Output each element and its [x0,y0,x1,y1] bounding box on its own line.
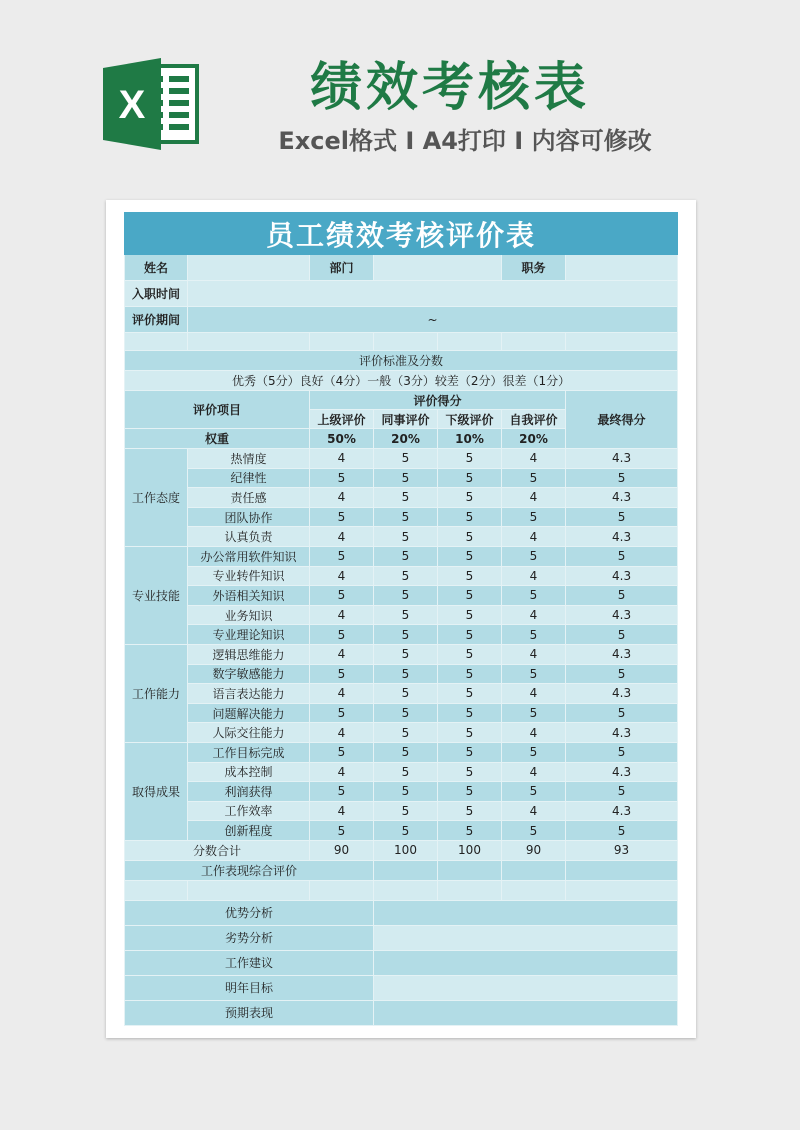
blank-cell[interactable] [125,880,188,900]
item-name: 创新程度 [188,821,310,841]
score-cell[interactable]: 5 [374,488,438,508]
final-score-cell: 5 [566,507,678,527]
overall-value-cell[interactable] [502,860,566,880]
blank-cell[interactable] [374,880,438,900]
score-cell[interactable]: 5 [310,468,374,488]
score-row [125,546,678,566]
final-header: 最终得分 [566,391,678,449]
score-cell[interactable]: 4 [502,801,566,821]
score-row [125,782,678,802]
excel-logo-letter: X [118,83,146,127]
score-cell[interactable]: 5 [374,703,438,723]
item-name: 认真负责 [188,527,310,547]
final-score-cell: 5 [566,586,678,606]
name-value-cell[interactable] [188,255,310,281]
score-row [125,821,678,841]
table-body [125,213,678,1026]
period-label: 评价期间 [125,307,188,333]
score-cell[interactable]: 5 [310,507,374,527]
blank-row [125,880,678,900]
score-cell[interactable]: 4 [502,527,566,547]
score-cell[interactable]: 5 [374,527,438,547]
score-cell[interactable]: 5 [438,507,502,527]
score-cell[interactable]: 5 [502,703,566,723]
score-cell[interactable]: 5 [502,664,566,684]
score-cell[interactable]: 5 [310,586,374,606]
score-cell[interactable]: 5 [374,821,438,841]
analysis-label: 劣势分析 [125,925,374,950]
score-cell[interactable]: 5 [502,742,566,762]
score-cell[interactable]: 5 [374,605,438,625]
item-name: 业务知识 [188,605,310,625]
blank-cell[interactable] [566,880,678,900]
score-cell[interactable]: 5 [374,762,438,782]
sheet-title: 员工绩效考核评价表 [125,213,678,255]
analysis-row [125,950,678,975]
evaluator-label: 自我评价 [502,410,566,429]
item-name: 数字敏感能力 [188,664,310,684]
score-cell[interactable]: 5 [374,723,438,743]
weight-value: 10% [438,429,502,449]
score-cell[interactable]: 5 [438,782,502,802]
score-cell[interactable]: 5 [374,468,438,488]
score-cell[interactable]: 5 [438,625,502,645]
analysis-label: 明年目标 [125,975,374,1000]
final-score-cell: 5 [566,782,678,802]
score-row [125,762,678,782]
position-value-cell[interactable] [566,255,678,281]
item-name: 工作效率 [188,801,310,821]
score-cell[interactable]: 5 [438,586,502,606]
score-cell[interactable]: 5 [438,801,502,821]
final-score-cell: 5 [566,664,678,684]
entry-value-cell[interactable] [188,281,678,307]
overall-value-cell[interactable] [374,860,438,880]
analysis-row [125,1000,678,1025]
score-cell[interactable]: 4 [502,566,566,586]
analysis-row [125,925,678,950]
group-label: 取得成果 [125,742,188,840]
score-cell[interactable]: 5 [438,468,502,488]
group-label: 工作态度 [125,449,188,547]
final-score-cell: 4.3 [566,644,678,664]
item-name: 语言表达能力 [188,684,310,704]
analysis-row [125,975,678,1000]
score-cell[interactable]: 5 [438,821,502,841]
analysis-value-cell[interactable] [374,975,678,1000]
item-name: 外语相关知识 [188,586,310,606]
entry-label: 入职时间 [125,281,188,307]
score-cell[interactable]: 5 [438,488,502,508]
score-row [125,488,678,508]
score-cell[interactable]: 4 [502,488,566,508]
final-score-cell: 5 [566,625,678,645]
item-name: 责任感 [188,488,310,508]
score-row [125,449,678,469]
blank-cell[interactable] [188,880,310,900]
score-row [125,703,678,723]
score-cell[interactable]: 5 [374,782,438,802]
item-name: 热情度 [188,449,310,469]
score-cell[interactable]: 5 [502,468,566,488]
item-name: 专业理论知识 [188,625,310,645]
score-row [125,644,678,664]
score-cell[interactable]: 5 [310,664,374,684]
page-header [0,0,800,190]
final-score-cell: 4.3 [566,566,678,586]
analysis-label: 优势分析 [125,900,374,925]
score-cell[interactable]: 5 [374,664,438,684]
score-cell[interactable]: 4 [502,723,566,743]
standard-title: 评价标准及分数 [125,351,678,371]
standard-title-row [125,351,678,371]
score-cell[interactable]: 5 [502,625,566,645]
final-score-cell: 5 [566,821,678,841]
score-cell[interactable]: 5 [374,625,438,645]
score-row [125,801,678,821]
score-cell[interactable]: 5 [374,644,438,664]
score-cell[interactable]: 4 [502,449,566,469]
info-row-name [125,255,678,281]
score-cell[interactable]: 5 [310,546,374,566]
weight-value: 20% [374,429,438,449]
overall-value-cell[interactable] [438,860,502,880]
spacer-row [125,333,678,351]
info-row-entry [125,281,678,307]
score-row [125,684,678,704]
score-cell[interactable]: 5 [438,527,502,547]
score-row [125,566,678,586]
standard-text-row [125,371,678,391]
score-cell[interactable]: 5 [438,723,502,743]
score-cell[interactable]: 5 [438,605,502,625]
score-cell[interactable]: 5 [310,742,374,762]
item-name: 问题解决能力 [188,703,310,723]
analysis-value-cell[interactable] [374,925,678,950]
score-cell[interactable]: 4 [310,644,374,664]
score-cell[interactable]: 5 [374,684,438,704]
score-cell[interactable]: 5 [438,566,502,586]
final-score-cell: 5 [566,468,678,488]
analysis-label: 预期表现 [125,1000,374,1025]
final-score-cell: 4.3 [566,527,678,547]
score-cell[interactable]: 5 [310,625,374,645]
final-score-cell: 4.3 [566,723,678,743]
score-cell[interactable]: 4 [310,723,374,743]
total-score-cell: 100 [374,840,438,860]
name-label: 姓名 [125,255,188,281]
evaluator-label: 同事评价 [374,410,438,429]
item-name: 办公常用软件知识 [188,546,310,566]
blank-cell[interactable] [438,880,502,900]
score-cell[interactable]: 5 [438,684,502,704]
evaluation-sheet [124,212,677,1026]
score-cell[interactable]: 5 [502,821,566,841]
score-cell[interactable]: 4 [310,566,374,586]
page-title: 绩效考核表 [309,58,590,118]
standard-text: 优秀（5分）良好（4分）一般（3分）较差（2分）很差（1分） [125,371,678,391]
score-cell[interactable]: 5 [374,586,438,606]
evaluator-label: 下级评价 [438,410,502,429]
overall-value-cell[interactable] [566,860,678,880]
score-cell[interactable]: 4 [310,684,374,704]
score-cell[interactable]: 5 [438,742,502,762]
score-row [125,605,678,625]
item-name: 团队协作 [188,507,310,527]
header-row-1 [125,391,678,410]
evaluation-table [124,212,678,1026]
overall-row [125,860,678,880]
score-row [125,742,678,762]
score-cell[interactable]: 4 [502,762,566,782]
score-cell[interactable]: 5 [374,742,438,762]
item-name: 工作目标完成 [188,742,310,762]
total-score-cell: 90 [310,840,374,860]
final-score-cell: 4.3 [566,605,678,625]
score-cell[interactable]: 5 [438,644,502,664]
analysis-value-cell[interactable] [374,950,678,975]
score-cell[interactable]: 5 [374,566,438,586]
analysis-label: 工作建议 [125,950,374,975]
score-cell[interactable]: 5 [310,821,374,841]
info-row-period [125,307,678,333]
analysis-value-cell[interactable] [374,1000,678,1025]
item-name: 利润获得 [188,782,310,802]
weight-value: 20% [502,429,566,449]
score-cell[interactable]: 4 [502,605,566,625]
score-cell[interactable]: 5 [438,762,502,782]
score-cell[interactable]: 4 [502,684,566,704]
final-score-cell: 4.3 [566,449,678,469]
score-cell[interactable]: 5 [502,782,566,802]
sheet-title-row [125,213,678,255]
score-cell[interactable]: 5 [502,586,566,606]
dept-value-cell[interactable] [374,255,502,281]
blank-cell[interactable] [310,880,374,900]
score-cell[interactable]: 5 [438,664,502,684]
analysis-value-cell[interactable] [374,900,678,925]
score-row [125,468,678,488]
score-cell[interactable]: 5 [374,546,438,566]
weight-label: 权重 [125,429,310,449]
final-score-cell: 4.3 [566,684,678,704]
score-cell[interactable]: 5 [438,703,502,723]
score-cell[interactable]: 4 [310,488,374,508]
final-score-cell: 5 [566,546,678,566]
period-value[interactable]: ~ [188,307,678,333]
total-score-cell: 100 [438,840,502,860]
item-name: 专业转件知识 [188,566,310,586]
final-score-cell: 5 [566,742,678,762]
total-label: 分数合计 [125,840,310,860]
score-cell[interactable]: 4 [310,527,374,547]
score-row [125,507,678,527]
score-cell[interactable]: 5 [374,449,438,469]
score-cell[interactable]: 5 [310,703,374,723]
score-cell[interactable]: 4 [502,644,566,664]
score-row [125,664,678,684]
item-name: 人际交往能力 [188,723,310,743]
total-score-cell: 90 [502,840,566,860]
evaluator-label: 上级评价 [310,410,374,429]
blank-cell[interactable] [502,880,566,900]
score-cell[interactable]: 5 [438,546,502,566]
score-row [125,723,678,743]
group-label: 专业技能 [125,546,188,644]
score-row [125,586,678,606]
score-cell[interactable]: 5 [374,507,438,527]
page-subtitle: Excel格式 I A4打印 I 内容可修改 [278,127,652,155]
total-final-cell: 93 [566,840,678,860]
final-score-cell: 4.3 [566,762,678,782]
score-cell[interactable]: 5 [502,507,566,527]
position-label: 职务 [502,255,566,281]
total-row [125,840,678,860]
weight-value: 50% [310,429,374,449]
final-score-cell: 4.3 [566,801,678,821]
score-cell[interactable]: 5 [502,546,566,566]
final-score-cell: 5 [566,703,678,723]
group-label: 工作能力 [125,644,188,742]
score-header: 评价得分 [310,391,566,410]
dept-label: 部门 [310,255,374,281]
score-cell[interactable]: 4 [310,762,374,782]
final-score-cell: 4.3 [566,488,678,508]
excel-icon [103,58,199,150]
item-header: 评价项目 [125,391,310,429]
score-cell[interactable]: 5 [310,782,374,802]
item-name: 成本控制 [188,762,310,782]
score-cell[interactable]: 4 [310,449,374,469]
score-row [125,527,678,547]
item-name: 纪律性 [188,468,310,488]
overall-label: 工作表现综合评价 [125,860,374,880]
score-cell[interactable]: 5 [438,449,502,469]
analysis-row [125,900,678,925]
item-name: 逻辑思维能力 [188,644,310,664]
score-cell[interactable]: 4 [310,801,374,821]
score-cell[interactable]: 5 [374,801,438,821]
score-row [125,625,678,645]
score-cell[interactable]: 4 [310,605,374,625]
